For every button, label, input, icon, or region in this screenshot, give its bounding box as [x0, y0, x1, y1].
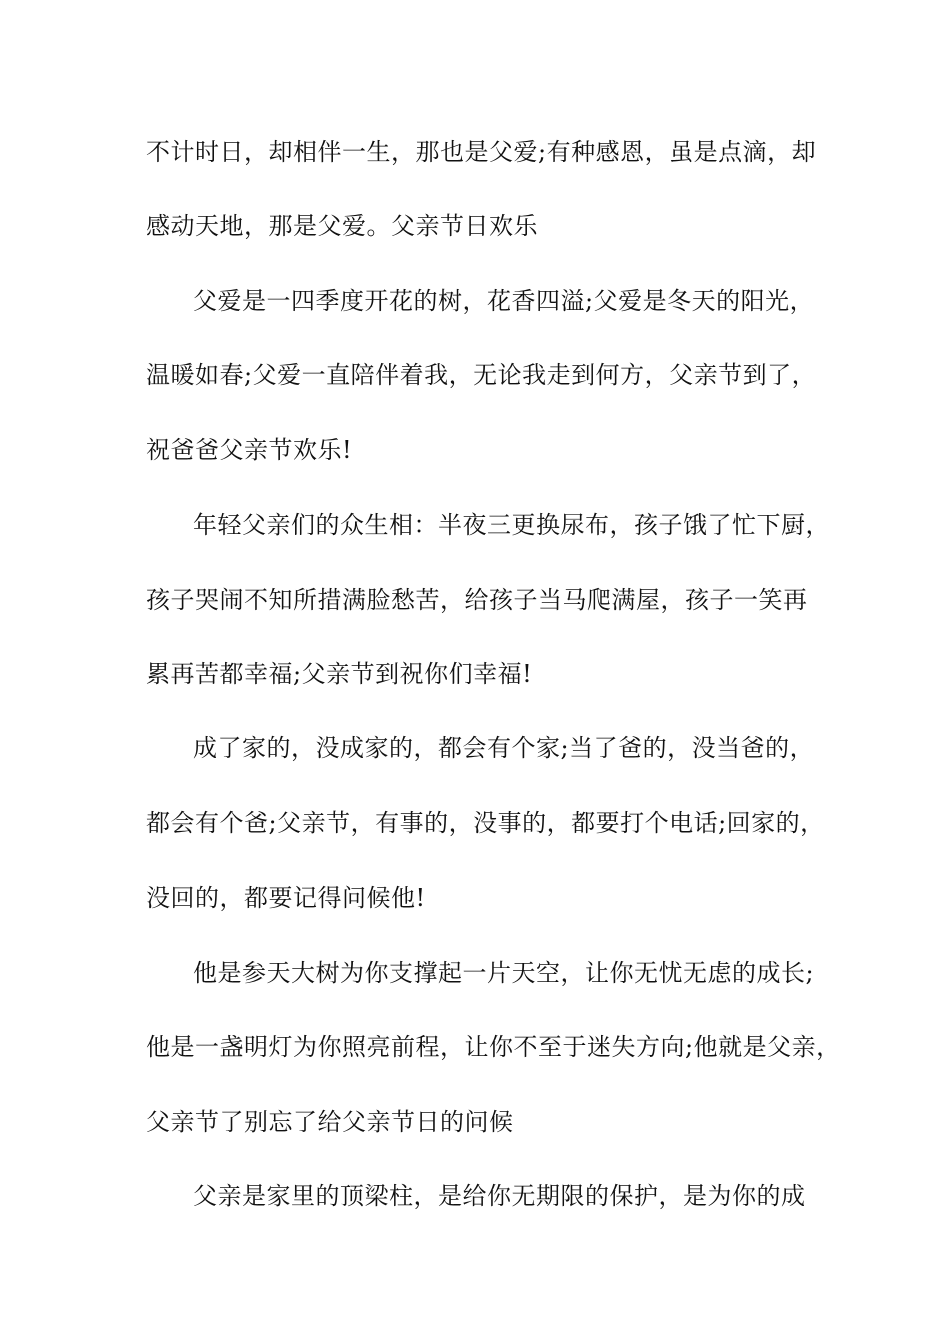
text-line: 孩子哭闹不知所措满脸愁苦，给孩子当马爬满屋，孩子一笑再 [146, 586, 808, 614]
text-line: 祝爸爸父亲节欢乐! [146, 436, 353, 464]
text-line: 都会有个爸;父亲节，有事的，没事的，都要打个电话;回家的， [146, 809, 825, 837]
text-line: 父亲是家里的顶梁柱，是给你无期限的保护，是为你的成 [193, 1182, 806, 1210]
text-line: 感动天地，那是父爱。父亲节日欢乐 [146, 212, 538, 240]
text-line: 成了家的，没成家的，都会有个家;当了爸的，没当爸的， [193, 734, 815, 762]
text-line: 父亲节了别忘了给父亲节日的问候 [146, 1108, 514, 1136]
text-line: 没回的，都要记得问候他! [146, 884, 426, 912]
text-line: 不计时日，却相伴一生，那也是父爱;有种感恩，虽是点滴，却 [146, 138, 817, 166]
text-line: 他是参天大树为你支撑起一片天空，让你无忧无虑的成长; [193, 959, 815, 987]
text-line: 温暖如春;父爱一直陪伴着我，无论我走到何方，父亲节到了， [146, 361, 817, 389]
text-line: 他是一盏明灯为你照亮前程，让你不至于迷失方向;他就是父亲， [146, 1033, 841, 1061]
text-line: 父爱是一四季度开花的树，花香四溢;父爱是冬天的阳光， [193, 287, 815, 315]
text-line: 年轻父亲们的众生相：半夜三更换尿布，孩子饿了忙下厨， [193, 511, 830, 539]
text-line: 累再苦都幸福;父亲节到祝你们幸福! [146, 660, 533, 688]
